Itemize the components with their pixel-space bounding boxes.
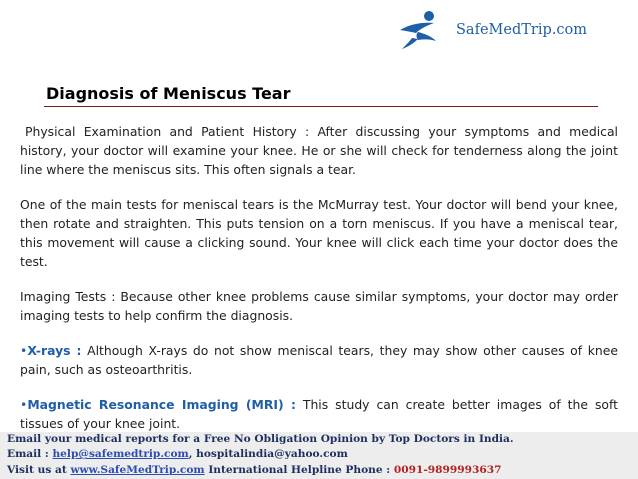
slide-content bbox=[20, 122, 618, 449]
title-divider bbox=[44, 106, 598, 107]
bullet-xrays bbox=[20, 341, 618, 379]
bullet-text: This study can create better images of the soft tissues of your knee joint. bbox=[20, 397, 619, 431]
bullet-term: X-rays : bbox=[27, 343, 82, 358]
bullet-mri bbox=[20, 395, 618, 433]
bullet-term: Magnetic Resonance Imaging (MRI) : bbox=[27, 397, 296, 412]
mcmurray-paragraph: One of the main tests for meniscal tears is the McMurray test. Your doctor will bend your knee, then rotate and straighten. This puts tension on a torn meniscus. If you have a meniscal tear, this movement will cause a clicking sound. Your knee will click each time your doctor does the test. bbox=[20, 197, 618, 269]
brand-name[interactable]: SafeMedTrip.com bbox=[456, 22, 587, 38]
footer-line-email bbox=[7, 447, 638, 462]
footer bbox=[0, 432, 638, 479]
helpline-phone[interactable]: 0091-9899993637 bbox=[393, 463, 502, 476]
email-label: Email : bbox=[7, 448, 53, 461]
footer-line-offer: Email your medical reports for a Free No Obligation Opinion by Top Doctors in India. bbox=[7, 433, 514, 445]
footer-line-visit bbox=[7, 463, 638, 478]
email-separator: , bbox=[188, 448, 197, 461]
bullet-marker: • bbox=[20, 343, 28, 358]
helpline-label: International Helpline Phone : bbox=[204, 463, 394, 476]
email-hospitalindia[interactable]: hospitalindia@yahoo.com bbox=[196, 448, 348, 461]
bullet-marker: • bbox=[20, 397, 28, 412]
slide-title: Diagnosis of Meniscus Tear bbox=[46, 84, 291, 103]
visit-label: Visit us at bbox=[7, 463, 71, 476]
website-link[interactable]: www.SafeMedTrip.com bbox=[70, 463, 205, 476]
logo-icon bbox=[396, 10, 446, 52]
bullet-text: Although X-rays do not show meniscal tears, they may show other causes of knee pain, such as osteoarthritis. bbox=[20, 343, 618, 377]
imaging-paragraph: Imaging Tests : Because other knee problems cause similar symptoms, your doctor may order imaging tests to help confirm the diagnosis. bbox=[20, 289, 618, 323]
exam-paragraph: Physical Examination and Patient History : After discussing your symptoms and medical history, your doctor will examine your knee. He or she will check for tenderness along the joint line where the meniscus sits. This often signals a tear. bbox=[20, 124, 618, 177]
email-link-help[interactable]: help@safemedtrip.com bbox=[52, 448, 189, 461]
